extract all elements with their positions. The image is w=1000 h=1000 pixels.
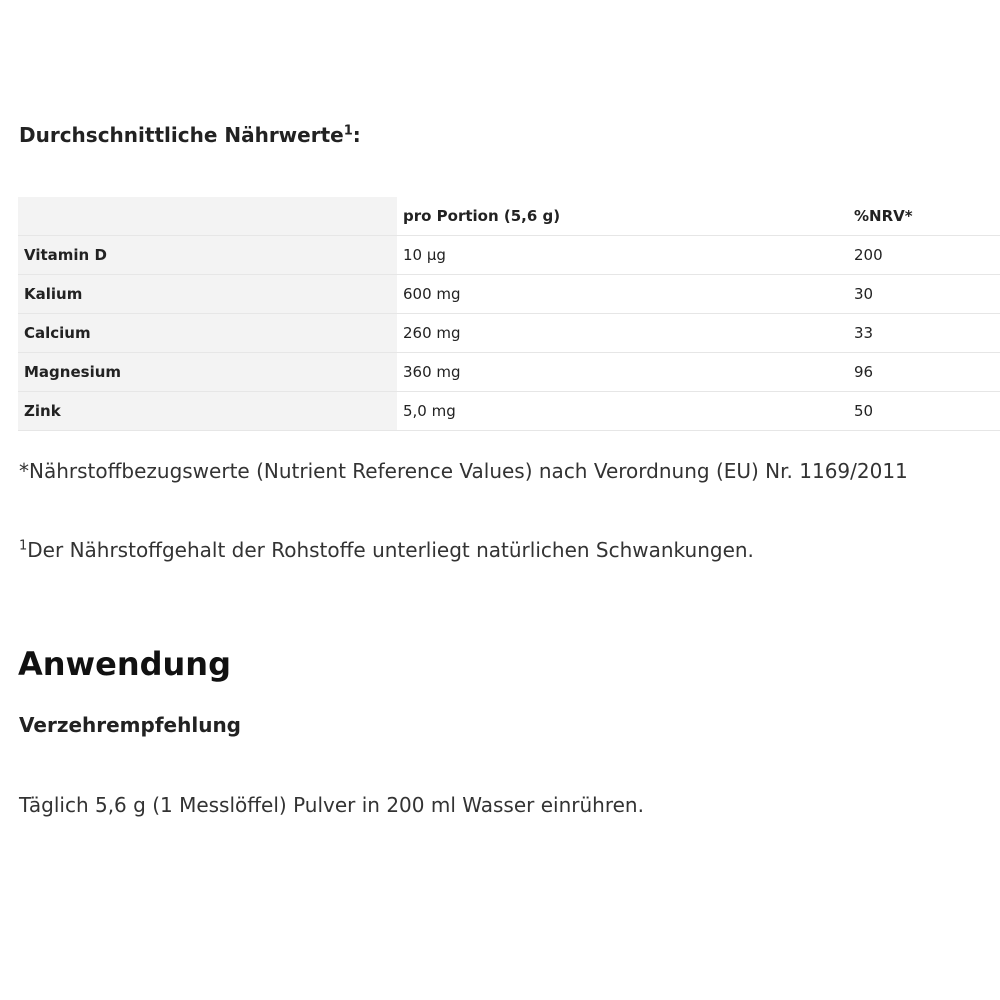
nutrient-portion: 600 mg: [397, 275, 848, 314]
table-header-portion: pro Portion (5,6 g): [397, 197, 848, 236]
nutrient-portion: 360 mg: [397, 353, 848, 392]
table-header-row: [18, 197, 1000, 236]
nutrition-heading-suffix: :: [352, 123, 361, 147]
nutrient-name: Calcium: [18, 314, 397, 353]
nutrient-portion: 5,0 mg: [397, 392, 848, 431]
raw-material-footnote: [19, 536, 754, 564]
nutrient-portion: 10 µg: [397, 236, 848, 275]
table-header-nrv: %NRV*: [848, 197, 1000, 236]
table-header-nutrient: [18, 197, 397, 236]
nutrition-heading-footnote-marker: 1: [343, 123, 353, 139]
table-row: [18, 392, 1000, 431]
table-row: [18, 353, 1000, 392]
nutrient-name: Kalium: [18, 275, 397, 314]
nutrient-name: Magnesium: [18, 353, 397, 392]
nutrition-table: [18, 197, 1000, 431]
nutrient-portion: 260 mg: [397, 314, 848, 353]
footnote-marker: 1: [19, 538, 28, 554]
nutrient-nrv: 33: [848, 314, 1000, 353]
table-row: [18, 314, 1000, 353]
nutrition-heading-text: Durchschnittliche Nährwerte: [19, 123, 344, 147]
usage-section-title: Anwendung: [18, 645, 231, 683]
raw-material-footnote-text: Der Nährstoffgehalt der Rohstoffe unterliegt natürlichen Schwankungen.: [27, 538, 754, 562]
table-row: [18, 236, 1000, 275]
nutrient-nrv: 96: [848, 353, 1000, 392]
nutrient-name: Vitamin D: [18, 236, 397, 275]
usage-instructions: Täglich 5,6 g (1 Messlöffel) Pulver in 200 ml Wasser einrühren.: [19, 793, 644, 817]
nutrient-nrv: 30: [848, 275, 1000, 314]
nutrient-nrv: 200: [848, 236, 1000, 275]
nutrient-name: Zink: [18, 392, 397, 431]
usage-subtitle: Verzehrempfehlung: [19, 713, 241, 737]
table-row: [18, 275, 1000, 314]
nutrition-heading: [19, 120, 361, 150]
nutrient-nrv: 50: [848, 392, 1000, 431]
nrv-footnote: *Nährstoffbezugswerte (Nutrient Reference Values) nach Verordnung (EU) Nr. 1169/2011: [19, 459, 908, 483]
